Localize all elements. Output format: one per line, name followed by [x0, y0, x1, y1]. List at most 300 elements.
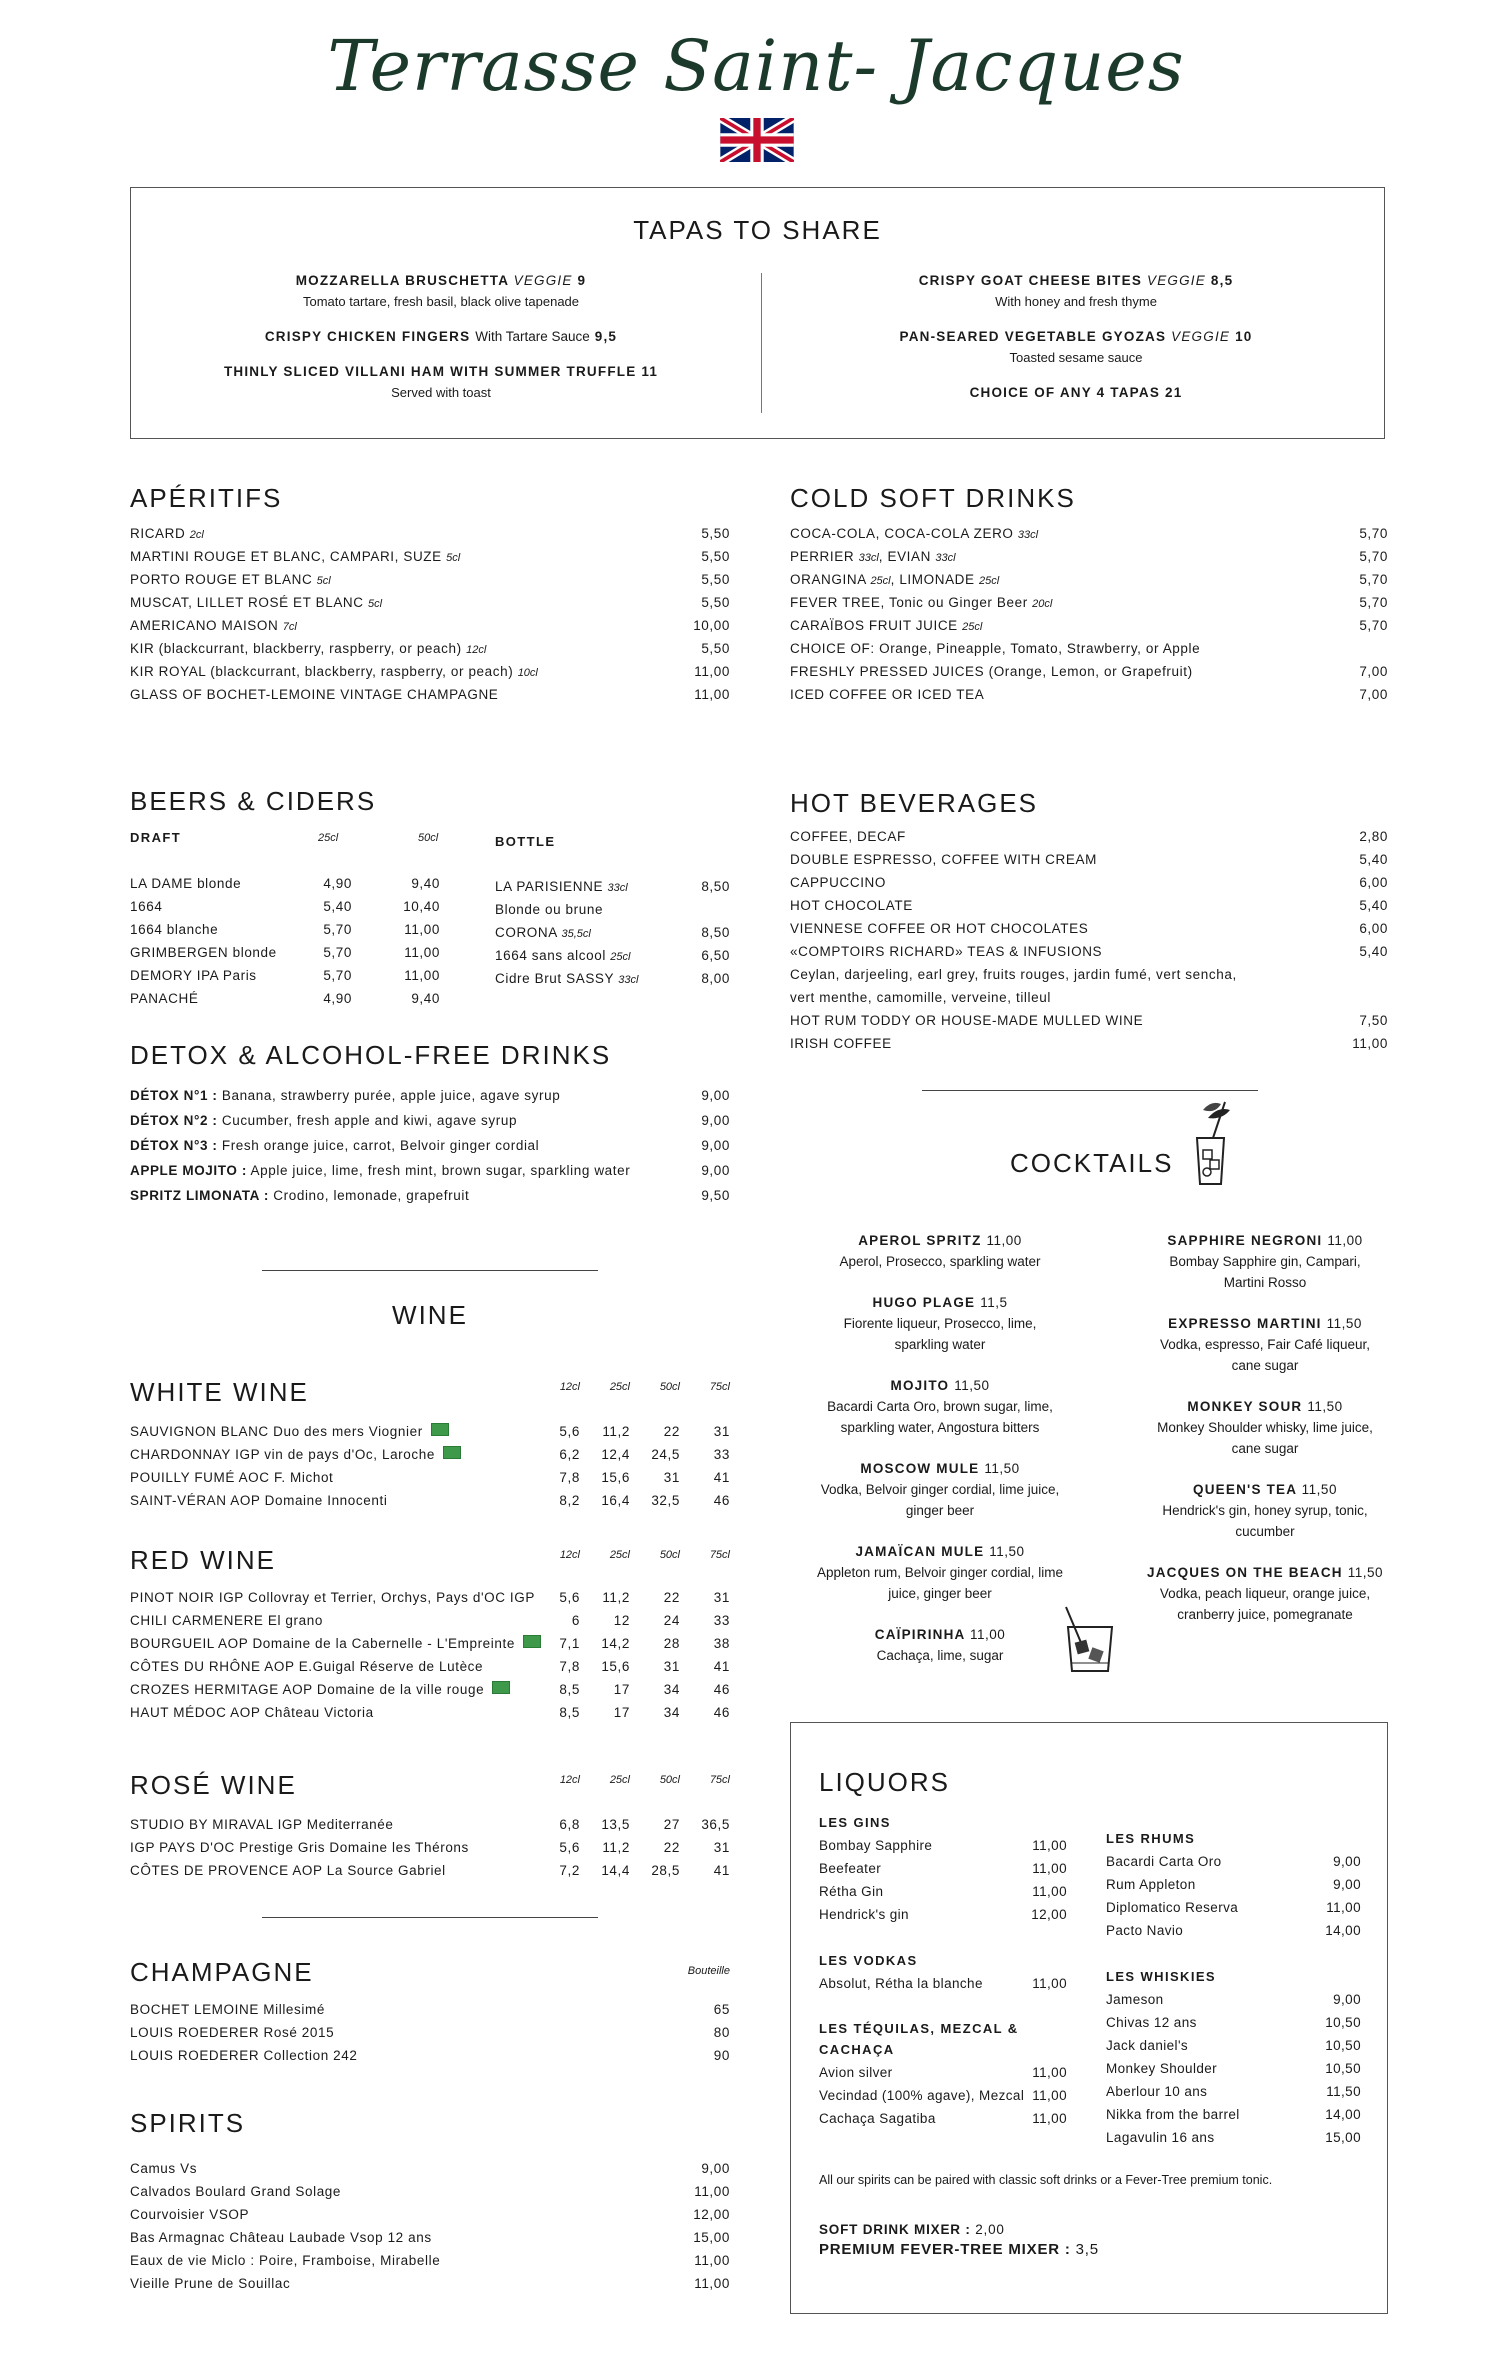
menu-row — [790, 1032, 1388, 1055]
wine-name: BOURGUEIL AOP — [130, 1636, 249, 1651]
wine-detail: Collovray et Terrier, Orchys, Pays d'OC IGP — [243, 1590, 535, 1605]
tapas-price: 11 — [641, 364, 659, 379]
liquor-row — [819, 2107, 1067, 2130]
bottle-row — [495, 944, 730, 967]
wine-price: 31 — [663, 1659, 680, 1674]
whisky-glass-icon — [1060, 1605, 1120, 1675]
cocktails-right-column — [1115, 1230, 1415, 1645]
item-name: GRIMBERGEN blonde — [130, 945, 277, 960]
cocktail-name-line — [1115, 1230, 1415, 1251]
price-50cl: 9,40 — [411, 991, 440, 1006]
wine-price: 6,8 — [559, 1817, 580, 1832]
item-price: 6,00 — [1359, 921, 1388, 936]
tapas-title: TAPAS TO SHARE — [633, 215, 882, 245]
uk-flag-icon[interactable] — [720, 118, 794, 162]
wine-price: 7,2 — [559, 1863, 580, 1878]
gins-title: LES GINS — [819, 1815, 891, 1830]
cocktail-item — [1115, 1562, 1415, 1625]
cocktail-ingredients: Aperol, Prosecco, sparkling water — [839, 1254, 1041, 1269]
item-price: 6,00 — [1359, 875, 1388, 890]
wine-price: 33 — [713, 1447, 730, 1462]
wine-name: STUDIO BY MIRAVAL IGP — [130, 1817, 303, 1832]
liquor-name: Cachaça Sagatiba — [819, 2111, 936, 2126]
col-25cl: 25cl — [318, 832, 339, 844]
item-price: 11,00 — [1352, 1036, 1388, 1051]
cocktail-name: JACQUES ON THE BEACH — [1146, 1565, 1343, 1580]
item-price: 6,50 — [701, 948, 730, 963]
item-price: 80 — [713, 2025, 730, 2040]
wine-col-header: 50cl — [659, 1381, 680, 1393]
item-name: Calvados Boulard Grand Solage — [130, 2184, 342, 2199]
liquor-price: 15,00 — [1325, 2130, 1361, 2145]
cocktail-name: MOSCOW MULE — [860, 1461, 980, 1476]
tequilas-title-line1: LES TÉQUILAS, MEZCAL & — [819, 2021, 1019, 2036]
menu-row — [130, 522, 730, 545]
wine-name: CHILI CARMENERE — [130, 1613, 264, 1628]
liquor-price: 11,00 — [1032, 2111, 1067, 2126]
wine-price: 32,5 — [651, 1493, 680, 1508]
wine-name: SAUVIGNON BLANC — [130, 1424, 269, 1439]
item-name: Camus Vs — [130, 2161, 198, 2176]
wine-row — [130, 1655, 730, 1678]
cocktail-ingredients: Fiorente liqueur, Prosecco, lime, — [843, 1316, 1037, 1331]
item-size: 33cl — [618, 974, 639, 986]
menu-row — [790, 522, 1388, 545]
detox-desc: Fresh orange juice, carrot, Belvoir ginger cordial — [217, 1138, 540, 1153]
item-price: 5,40 — [1359, 944, 1388, 959]
wine-price: 31 — [713, 1424, 730, 1439]
tapas-item — [766, 329, 1386, 365]
cocktail-price: 11,50 — [989, 1544, 1025, 1559]
cocktail-ingredients: Martini Rosso — [1223, 1275, 1307, 1290]
item-name: FEVER TREE, Tonic ou Ginger Beer — [790, 595, 1028, 610]
wine-price: 46 — [713, 1705, 730, 1720]
item-size: 33cl — [858, 552, 879, 564]
liquor-price: 10,50 — [1325, 2038, 1361, 2053]
item-price: 5,50 — [701, 526, 730, 541]
vodkas-list — [819, 1972, 1067, 1995]
liquor-name: Jameson — [1106, 1992, 1164, 2007]
spirits-section — [130, 2108, 730, 2295]
draft-row — [130, 872, 440, 895]
wine-col-header: 50cl — [659, 1549, 680, 1561]
cocktail-glass-icon — [1183, 1098, 1238, 1188]
liquor-row — [1106, 2034, 1361, 2057]
item-price: 5,50 — [701, 572, 730, 587]
item-price: 5,40 — [1359, 852, 1388, 867]
liquor-name: Bombay Sapphire — [819, 1838, 933, 1853]
wine-row — [130, 1420, 730, 1443]
wine-col-header: 12cl — [559, 1549, 580, 1561]
liquor-row — [819, 1834, 1067, 1857]
vodkas-group — [819, 1953, 1067, 1995]
draft-row — [130, 941, 440, 964]
menu-row — [130, 683, 730, 706]
cocktail-ingredients: Vodka, Belvoir ginger cordial, lime juice, — [820, 1482, 1060, 1497]
col-50cl: 50cl — [418, 832, 439, 844]
wine-price: 46 — [713, 1682, 730, 1697]
whiskies-group — [1106, 1969, 1361, 2149]
tapas-box — [130, 187, 1385, 439]
cocktail-name-line — [1115, 1313, 1415, 1334]
item-name: CORONA — [495, 925, 558, 940]
item-price: 90 — [713, 2048, 730, 2063]
liquor-name: Pacto Navio — [1106, 1923, 1184, 1938]
tapas-name: CRISPY GOAT CHEESE BITES — [918, 273, 1143, 288]
liquor-price: 9,00 — [1333, 1854, 1361, 1869]
liquor-name: Chivas 12 ans — [1106, 2015, 1197, 2030]
wine-price: 28,5 — [651, 1863, 680, 1878]
mixer2-label: PREMIUM FEVER-TREE MIXER : — [819, 2241, 1071, 2258]
premium-mixer — [819, 2241, 1099, 2258]
tapas-left-column — [131, 273, 751, 420]
wine-col-header: 75cl — [709, 1549, 730, 1561]
wine-price: 31 — [713, 1590, 730, 1605]
detox-desc: Apple juice, lime, fresh mint, brown sugar, sparkling water — [246, 1163, 631, 1178]
wine-detail: Domaine de la ville rouge — [312, 1682, 485, 1697]
wine-price: 22 — [663, 1424, 680, 1439]
cocktail-ingredients: sparkling water, Angostura bitters — [840, 1420, 1040, 1435]
wine-detail: Domaine Innocenti — [260, 1493, 388, 1508]
item-name: 1664 — [130, 899, 163, 914]
item-name: BOCHET LEMOINE — [130, 2002, 259, 2017]
draft-row — [130, 964, 440, 987]
liquor-price: 9,00 — [1333, 1877, 1361, 1892]
gins-group — [819, 1815, 1067, 1926]
item-name: , LIMONADE — [890, 572, 975, 587]
aperitifs-section — [130, 483, 730, 706]
liquor-name: Nikka from the barrel — [1106, 2107, 1240, 2122]
menu-row — [130, 2021, 730, 2044]
wine-name: IGP PAYS D'OC — [130, 1840, 235, 1855]
wine-price: 17 — [613, 1682, 630, 1697]
menu-row — [130, 2272, 730, 2295]
menu-row — [130, 2044, 730, 2067]
item-name: DEMORY IPA Paris — [130, 968, 257, 983]
item-name: , EVIAN — [878, 549, 931, 564]
wine-price: 15,6 — [601, 1659, 630, 1674]
menu-row — [790, 545, 1388, 568]
detox-name: DÉTOX N°1 : — [130, 1088, 218, 1103]
cocktail-name: HUGO PLAGE — [872, 1295, 976, 1310]
liquor-row — [1106, 1850, 1361, 1873]
tapas-price: 9 — [577, 273, 587, 288]
organic-icon — [443, 1446, 461, 1459]
price-50cl: 11,00 — [404, 945, 440, 960]
organic-icon — [431, 1423, 449, 1436]
wine-price: 24,5 — [651, 1447, 680, 1462]
liquor-name: Bacardi Carta Oro — [1106, 1854, 1222, 1869]
section-title: HOT BEVERAGES — [790, 788, 1039, 818]
menu-row — [790, 683, 1388, 706]
item-size: 2cl — [189, 529, 204, 541]
item-price: 9,00 — [701, 1088, 730, 1103]
wine-detail: La Source Gabriel — [322, 1863, 446, 1878]
wine-detail: Duo des mers Viognier — [268, 1424, 423, 1439]
liquor-row — [819, 1857, 1067, 1880]
item-size: 10cl — [517, 667, 538, 679]
draft-row — [130, 987, 440, 1010]
item-price: 9,00 — [701, 2161, 730, 2176]
wine-price: 11,2 — [602, 1840, 630, 1855]
item-name: ICED COFFEE OR ICED TEA — [790, 687, 985, 702]
item-price: 12,00 — [693, 2207, 730, 2222]
red-wine-list — [130, 1586, 730, 1724]
item-price: 8,00 — [701, 971, 730, 986]
cocktail-item — [1115, 1396, 1415, 1459]
section-title: ROSÉ WINE — [130, 1770, 297, 1800]
item-name: MUSCAT, LILLET ROSÉ ET BLANC — [130, 595, 364, 610]
item-size: 33cl — [607, 882, 628, 894]
tapas-price: 21 — [1165, 385, 1183, 400]
cocktail-item — [790, 1292, 1090, 1355]
item-name: LA DAME blonde — [130, 876, 242, 891]
menu-row — [130, 2157, 730, 2180]
cocktail-name-line — [790, 1230, 1090, 1251]
section-title: SPIRITS — [130, 2108, 246, 2138]
cocktail-ingredients: sparkling water — [894, 1337, 986, 1352]
tequilas-group — [819, 2021, 1067, 2130]
beers-section — [130, 786, 730, 1016]
item-name: GLASS OF BOCHET-LEMOINE VINTAGE CHAMPAGNE — [130, 687, 499, 702]
soft-drinks-list — [790, 522, 1388, 706]
cocktail-item — [1115, 1230, 1415, 1293]
liquor-row — [1106, 2126, 1361, 2149]
cocktail-name: JAMAÏCAN MULE — [855, 1544, 985, 1559]
wine-row — [130, 1489, 730, 1512]
item-price: 11,00 — [694, 2276, 730, 2291]
tapas-name: CRISPY CHICKEN FINGERS — [264, 329, 471, 344]
item-name: HOT RUM TODDY OR HOUSE-MADE MULLED WINE — [790, 1013, 1144, 1028]
draft-label: DRAFT — [130, 830, 182, 845]
menu-row — [790, 871, 1388, 894]
item-name: KIR (blackcurrant, blackberry, raspberry, or peach) — [130, 641, 462, 656]
item-price: 11,00 — [694, 687, 730, 702]
liquor-name: Diplomatico Reserva — [1106, 1900, 1239, 1915]
item-price: 5,50 — [701, 595, 730, 610]
bottle-row — [495, 921, 730, 944]
menu-row — [130, 614, 730, 637]
item-price: 5,40 — [1359, 898, 1388, 913]
item-name: PANACHÉ — [130, 991, 199, 1006]
wine-price: 14,2 — [601, 1636, 630, 1651]
price-25cl: 4,90 — [323, 876, 352, 891]
detox-row — [130, 1108, 730, 1133]
item-name: 1664 blanche — [130, 922, 219, 937]
wine-row — [130, 1836, 730, 1859]
wine-price: 38 — [713, 1636, 730, 1651]
bottle-label: BOTTLE — [495, 834, 556, 849]
liquor-price: 11,00 — [1032, 2065, 1067, 2080]
wine-price: 11,2 — [602, 1590, 630, 1605]
detox-desc: Banana, strawberry purée, apple juice, agave syrup — [217, 1088, 561, 1103]
item-name: 1664 sans alcool — [495, 948, 606, 963]
red-wine-section — [130, 1545, 730, 1724]
wine-price: 12,4 — [601, 1447, 630, 1462]
menu-row — [130, 2180, 730, 2203]
cocktail-ingredients: juice, ginger beer — [888, 1586, 992, 1601]
wine-price: 27 — [663, 1817, 680, 1832]
item-price: 9,50 — [701, 1188, 730, 1203]
tapas-desc: With honey and fresh thyme — [995, 294, 1157, 309]
menu-row — [790, 894, 1388, 917]
rhums-group — [1106, 1831, 1361, 1942]
bottle-row — [495, 898, 730, 921]
item-size: 12cl — [466, 644, 487, 656]
detox-desc: Cucumber, fresh apple and kiwi, agave syrup — [217, 1113, 518, 1128]
menu-row — [130, 568, 730, 591]
item-price: 65 — [713, 2002, 730, 2017]
item-size: 5cl — [316, 575, 331, 587]
cocktail-ingredients: Cachaça, lime, sugar — [876, 1648, 1004, 1663]
item-name: PORTO ROUGE ET BLANC — [130, 572, 313, 587]
cocktail-price: 11,00 — [986, 1233, 1022, 1248]
cocktail-item — [1115, 1479, 1415, 1542]
menu-row — [130, 591, 730, 614]
section-title: BEERS & CIDERS — [130, 786, 377, 816]
wine-price: 14,4 — [601, 1863, 630, 1878]
wine-detail: Château Victoria — [260, 1705, 374, 1720]
wine-row — [130, 1466, 730, 1489]
tapas-item-name — [766, 385, 1386, 400]
tapas-name: PAN-SEARED VEGETABLE GYOZAS — [899, 329, 1167, 344]
wine-price: 33 — [713, 1613, 730, 1628]
liquor-price: 9,00 — [1333, 1992, 1361, 2007]
wine-price: 8,2 — [559, 1493, 580, 1508]
wine-price: 15,6 — [601, 1470, 630, 1485]
wine-name: POUILLY FUMÉ AOC — [130, 1470, 270, 1485]
item-price: 10,00 — [693, 618, 730, 633]
veggie-tag: VEGGIE — [1147, 273, 1206, 288]
wine-col-header: 50cl — [659, 1774, 680, 1786]
section-title: DETOX & ALCOHOL-FREE DRINKS — [130, 1040, 612, 1070]
menu-row — [790, 1009, 1388, 1032]
item-name: PERRIER — [790, 549, 855, 564]
liquor-price: 11,00 — [1326, 1900, 1361, 1915]
wine-detail: Mediterranée — [302, 1817, 394, 1832]
mixer1-price: 2,00 — [975, 2222, 1005, 2237]
tapas-price: 8,5 — [1210, 273, 1234, 288]
cocktail-name: APEROL SPRITZ — [858, 1233, 982, 1248]
wine-price: 31 — [713, 1840, 730, 1855]
price-25cl: 5,70 — [323, 945, 352, 960]
cocktail-item — [790, 1458, 1090, 1521]
liquor-row — [819, 2061, 1067, 2084]
vodkas-title: LES VODKAS — [819, 1953, 918, 1968]
tequilas-title-line2: CACHAÇA — [819, 2042, 895, 2057]
menu-row — [790, 825, 1388, 848]
item-name: «COMPTOIRS RICHARD» TEAS & INFUSIONS — [790, 944, 1103, 959]
rose-wine-section — [130, 1770, 730, 1882]
menu-row — [130, 660, 730, 683]
item-size: 25cl — [870, 575, 891, 587]
wine-price: 41 — [713, 1863, 730, 1878]
menu-row — [130, 637, 730, 660]
wine-detail: Prestige Gris Domaine les Thérons — [234, 1840, 469, 1855]
gins-list — [819, 1834, 1067, 1926]
wine-name: CROZES HERMITAGE AOP — [130, 1682, 313, 1697]
cocktail-name-line — [790, 1292, 1090, 1313]
cocktail-ingredients: cucumber — [1235, 1524, 1295, 1539]
tapas-name: THINLY SLICED VILLANI HAM WITH SUMMER TRUFFLE — [223, 364, 637, 379]
menu-row — [790, 986, 1388, 1009]
wine-price: 11,2 — [602, 1424, 630, 1439]
tapas-sub: With Tartare Sauce — [475, 329, 590, 344]
item-name: KIR ROYAL (blackcurrant, blackberry, raspberry, or peach) — [130, 664, 514, 679]
wine-col-header: 25cl — [609, 1381, 630, 1393]
item-price: 11,00 — [694, 2184, 730, 2199]
item-name: Vieille Prune de Souillac — [130, 2276, 291, 2291]
liquors-title: LIQUORS — [819, 1767, 951, 1797]
price-50cl: 11,00 — [404, 968, 440, 983]
item-name: DOUBLE ESPRESSO, COFFEE WITH CREAM — [790, 852, 1097, 867]
section-title: CHAMPAGNE — [130, 1957, 314, 1987]
wine-price: 6,2 — [559, 1447, 580, 1462]
draft-row — [130, 895, 440, 918]
detox-name: DÉTOX N°2 : — [130, 1113, 218, 1128]
item-price: 11,00 — [694, 664, 730, 679]
item-size: 20cl — [1032, 598, 1053, 610]
cocktail-price: 11,50 — [1307, 1399, 1343, 1414]
menu-row — [790, 940, 1388, 963]
rhums-list — [1106, 1850, 1361, 1942]
liquor-price: 14,00 — [1325, 2107, 1361, 2122]
item-name: CAPPUCCINO — [790, 875, 887, 890]
item-name: COFFEE, DECAF — [790, 829, 906, 844]
liquor-price: 11,50 — [1326, 2084, 1361, 2099]
menu-row — [790, 637, 1388, 660]
wine-price: 16,4 — [601, 1493, 630, 1508]
tapas-desc: Tomato tartare, fresh basil, black olive tapenade — [302, 294, 580, 309]
price-25cl: 5,70 — [323, 922, 352, 937]
champagne-section — [130, 1957, 730, 2067]
item-name: IRISH COFFEE — [790, 1036, 892, 1051]
divider — [262, 1917, 598, 1918]
liquor-row — [1106, 2011, 1361, 2034]
wine-price: 8,5 — [559, 1682, 580, 1697]
price-50cl: 10,40 — [403, 899, 440, 914]
wine-name: SAINT-VÉRAN AOP — [130, 1493, 261, 1508]
wine-row — [130, 1443, 730, 1466]
menu-row — [130, 545, 730, 568]
liquor-name: Beefeater — [819, 1861, 882, 1876]
item-size: 33cl — [935, 552, 956, 564]
cocktail-ingredients: Hendrick's gin, honey syrup, tonic, — [1162, 1503, 1368, 1518]
tequilas-list — [819, 2061, 1067, 2130]
liquor-price: 10,50 — [1325, 2015, 1361, 2030]
spirits-list — [130, 2157, 730, 2295]
cocktail-price: 11,50 — [1347, 1565, 1383, 1580]
item-price: 9,00 — [701, 1163, 730, 1178]
menu-row — [790, 591, 1388, 614]
wine-name: HAUT MÉDOC AOP — [130, 1705, 261, 1720]
liquor-name: Avion silver — [819, 2065, 893, 2080]
menu-row — [790, 917, 1388, 940]
whiskies-title: LES WHISKIES — [1106, 1969, 1216, 1984]
cocktail-price: 11,5 — [980, 1295, 1008, 1310]
mixer1-label: SOFT DRINK MIXER : — [819, 2222, 971, 2237]
detox-list — [130, 1083, 730, 1208]
item-size: 25cl — [979, 575, 1000, 587]
cocktail-name-line — [1115, 1479, 1415, 1500]
cocktail-item — [790, 1375, 1090, 1438]
item-name: CARAÏBOS FRUIT JUICE — [790, 618, 958, 633]
detox-row — [130, 1158, 730, 1183]
item-name: Ceylan, darjeeling, earl grey, fruits rouges, jardin fumé, vert sencha, — [790, 967, 1237, 982]
item-size: 25cl — [610, 951, 631, 963]
item-name: RICARD — [130, 526, 186, 541]
veggie-tag: VEGGIE — [1171, 329, 1231, 344]
